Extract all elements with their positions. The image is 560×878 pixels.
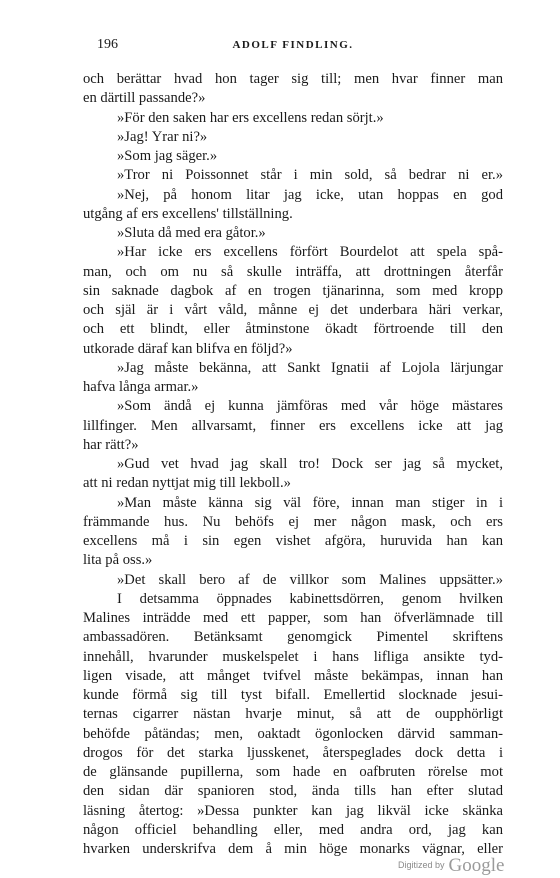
text-line: har rätt?» <box>83 436 139 453</box>
text-line: en därtill passande?» <box>83 90 206 107</box>
text-line: kunde förmå sig till tyst bifall. Emellertid slocknade jesui- <box>83 687 503 703</box>
text-line: »Har icke ers excellens förfört Bourdelot att spela spå- <box>117 244 503 261</box>
text-line: den sidan där spanioren stod, ända tills han efter slutad <box>83 783 503 800</box>
page-number: 196 <box>97 37 118 52</box>
text-line: hvarken underskrifva dem å min höge monarks vägnar, eller <box>83 841 503 857</box>
text-line: »Sluta då med era gåtor.» <box>117 225 266 241</box>
google-logo: Google <box>448 855 505 876</box>
digitized-watermark <box>398 855 504 877</box>
text-line: »För den saken har ers excellens redan sörjt.» <box>117 109 384 126</box>
text-line: lita på oss.» <box>83 552 153 569</box>
text-line: att ni redan nyttjat mig till lekboll.» <box>83 475 291 492</box>
text-line: ambassadören. Betänksamt genomgick Pimentel skriftens <box>83 629 503 646</box>
text-line: »Som ändå ej kunna jämföras med vår höge mästares <box>117 398 503 415</box>
text-line: hafva långa armar.» <box>83 379 199 395</box>
text-line: I detsamma öppnades kabinettsdörren, genom hvilken <box>117 590 503 607</box>
text-line: »Det skall bero af de villkor som Malines uppsätter.» <box>117 571 503 588</box>
text-line: drogos för det starka ljusskenet, återspeglades dock detta i <box>83 744 503 761</box>
text-line: främmande hus. Nu behöfs ej mer någon mask, och ers <box>83 513 503 530</box>
text-line: utgång af ers excellens' tillställning. <box>83 205 293 222</box>
text-line: läsning återtog: »Dessa punkter kan jag likväl icke skänka <box>83 802 503 819</box>
text-line: behöfde påtändas; men, oaktadt ögonlocken därvid samman- <box>83 725 503 742</box>
text-line: och berättar hvad hon tager sig till; men hvar finner man <box>83 71 503 87</box>
text-line: ligen visade, att månget tvifvel måste bekämpas, innan han <box>83 667 503 684</box>
text-line: innehåll, hvarunder muskelspelet i hans lifliga ansikte tyd- <box>83 648 503 665</box>
text-line: sin saknade dagbok af en trogen tjänarinna, som med kropp <box>83 282 503 299</box>
running-head: ADOLF FINDLING. <box>232 39 354 51</box>
text-line: Malines inträdde med ett papper, som han öfverlämnade till <box>83 610 503 626</box>
text-line: »Jag! Yrar ni?» <box>117 128 208 145</box>
page-header <box>83 37 503 57</box>
text-line: och själ är i vårt våld, månne ej det underbara häri verkar, <box>83 302 503 318</box>
text-line: »Nej, på honom litar jag icke, utan hoppas en god <box>117 186 503 203</box>
text-line: »Som jag säger.» <box>117 148 218 164</box>
text-line: lillfinger. Men allvarsamt, finner ers excellens icke att jag <box>83 417 503 434</box>
text-line: ternas cigarrer nästan hvarje minut, så att de oupphörligt <box>83 706 503 723</box>
text-line: »Tror ni Poissonnet står i min sold, så bedrar ni er.» <box>117 167 503 184</box>
text-line: excellens må i sin egen vishet afgöra, huruvida han kan <box>83 533 503 549</box>
text-line: man, och om nu så skulle inträffa, att drottningen återfår <box>83 263 503 280</box>
watermark-prefix: Digitized by <box>398 860 445 870</box>
text-line: »Jag måste bekänna, att Sankt Ignatii af Lojola lärjungar <box>117 359 503 376</box>
text-line: någon officiel behandling eller, med andra ord, jag kan <box>83 821 503 838</box>
text-line: utkorade däraf kan blifva en följd?» <box>83 340 293 357</box>
text-line: »Man måste känna sig väl före, innan man stiger in i <box>117 494 503 511</box>
text-line: »Gud vet hvad jag skall tro! Dock ser jag så mycket, <box>117 456 503 472</box>
text-line: de glänsande pupillerna, som hade en oafbruten rörelse mot <box>83 764 503 780</box>
text-line: och ett blindt, eller åtminstone ökadt förtroende till den <box>83 321 503 338</box>
body-text <box>83 70 503 859</box>
